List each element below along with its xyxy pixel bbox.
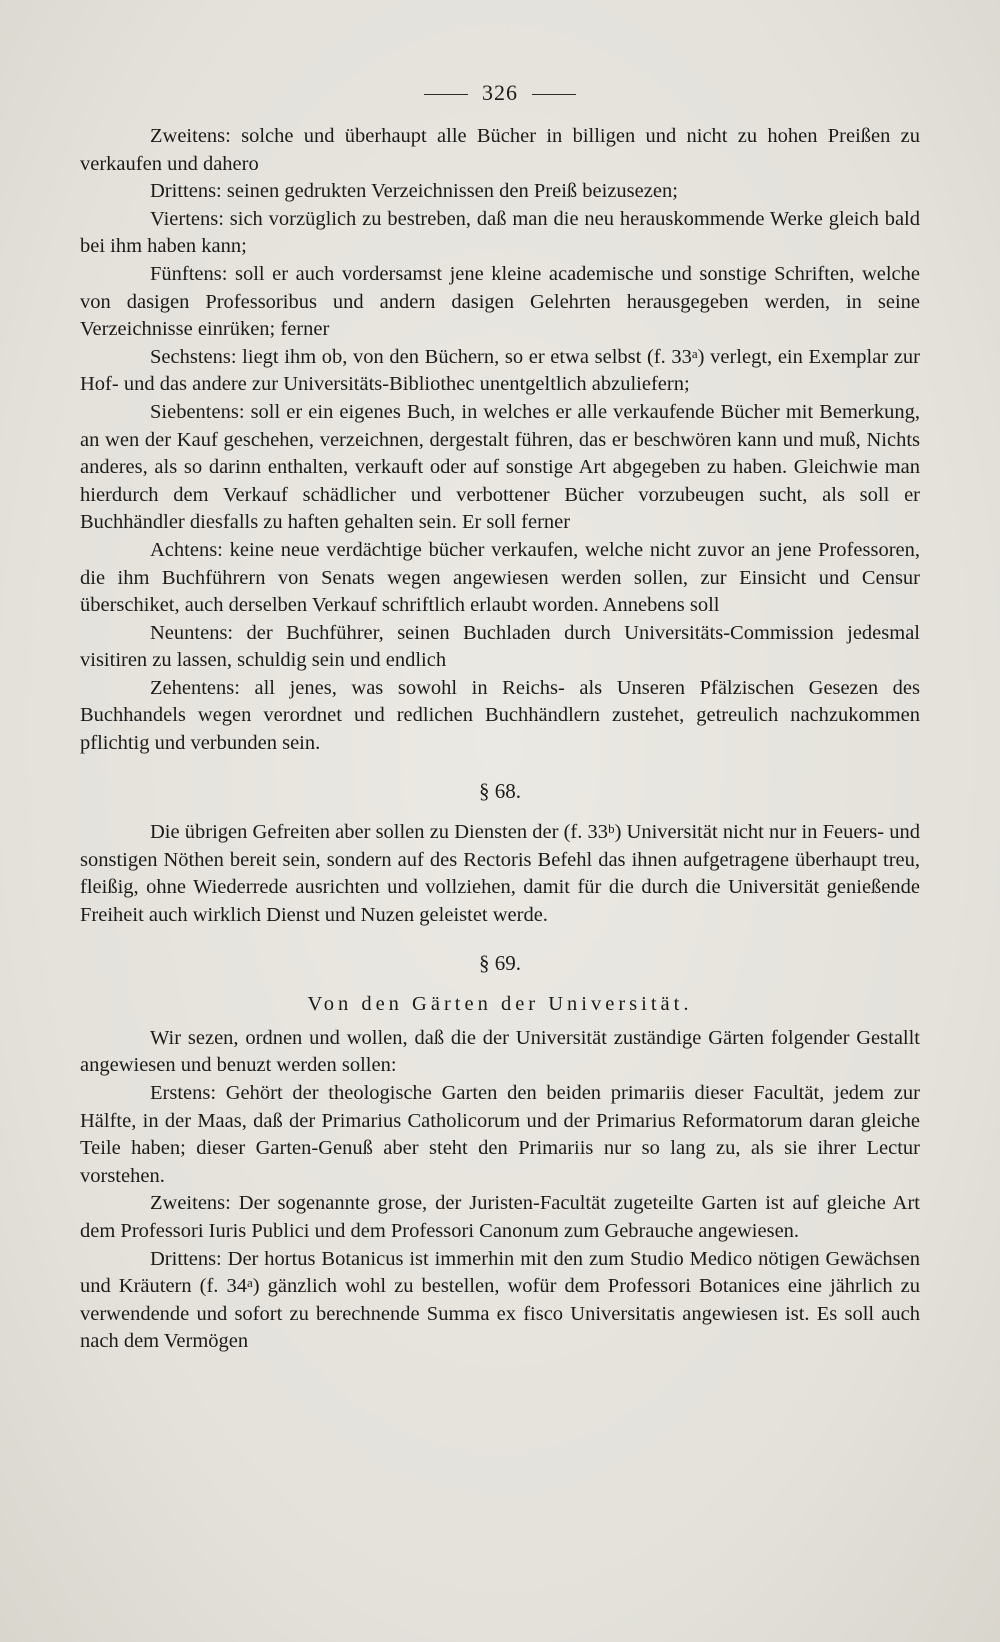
text-run: Die übrigen Gefreiten aber sollen zu Diensten der (f. 33 (150, 821, 609, 844)
header-dash-left (424, 94, 468, 95)
section-69-number: § 69. (479, 950, 521, 975)
paragraph (80, 344, 920, 399)
paragraph (80, 1246, 920, 1356)
page-header (0, 80, 1000, 106)
paragraph: Fünftens: soll er auch vordersamst jene kleine academische und sonstige Schriften, welche von dasigen Professoribus und andern dasigen Gelehrten herausgegeben werden, in seine Verzeichnisse einrüken; ferner (80, 262, 920, 341)
paragraph: Neuntens: der Buchführer, seinen Buchladen durch Universitäts-Commission jedesmal visitiren zu lassen, schuldig sein und endlich (80, 621, 920, 672)
body-text (80, 123, 920, 1356)
text-run: ) Universität nicht nur in Feuers- und sonstigen Nöthen bereit sein, sondern auf des Rectoris Befehl das ihnen aufgetragene überhaupt treu, fleißig, ohne Wiederrede ausrichten und vollziehen, damit für die durch die Universität genießende Freiheit auch wirklich Dienst und Nuzen geleistet werde. (80, 821, 920, 927)
folio-marker: b (608, 821, 615, 837)
section-68-number: § 68. (479, 778, 521, 803)
paragraph: Drittens: seinen gedrukten Verzeichnissen den Preiß beizusezen; (150, 180, 678, 203)
paragraph: Viertens: sich vorzüglich zu bestreben, daß man die neu herauskommende Werke gleich bald bei ihm haben kann; (80, 207, 920, 258)
paragraph: Zweitens: solche und überhaupt alle Bücher in billigen und nicht zu hohen Preißen zu verkaufen und dahero (80, 125, 920, 175)
gardens-list (80, 1025, 920, 1356)
section-69-heading: Von den Gärten der Universität. (307, 993, 693, 1016)
paragraph: Zehentens: all jenes, was sowohl in Reichs- als Unseren Pfälzischen Gesezen des Buchhandels wegen verordnet und redlichen Buchhändlern zustehet, getreulich nachzukommen pflichtig und verbunden sein. (80, 676, 920, 755)
paragraph: Erstens: Gehört der theologische Garten den beiden primariis dieser Facultät, jedem zur Hälfte, in der Maas, daß der Primarius Catholicorum und der Primarius Reformatorum daran gleiche Teile haben; dieser Garten-Genuß aber steht den Primariis nur so lang zu, als sie ihrer Lectur vorstehen. (80, 1082, 920, 1187)
section-68-paragraph (80, 819, 920, 929)
header-dash-right (532, 94, 576, 95)
folio-marker: a (691, 345, 698, 361)
provisions-list (80, 123, 920, 758)
text-run: ) gänzlich wohl zu bestellen, wofür dem Professori Botanices eine jährlich zu verwendende und sofort zu berechnende Summa ex fisco Universitatis angewiesen ist. Es soll auch nach dem Vermögen (80, 1275, 920, 1353)
paragraph: Achtens: keine neue verdächtige bücher verkaufen, welche nicht zuvor an jene Professoren, die ihm Buchführern von Senats wegen angewiesen werden sollen, zur Einsicht und Censur überschiket, auch derselben Verkauf schriftlich erlaubt worden. Annebens soll (80, 538, 920, 617)
folio-marker: a (246, 1275, 253, 1291)
text-run: Sechstens: liegt ihm ob, von den Büchern, so er etwa selbst (f. 33 (150, 345, 692, 368)
text-run: Drittens: Der hortus Botanicus ist immerhin mit den zum Studio Medico nötigen Gewächsen und Kräutern (f. 34 (80, 1247, 920, 1298)
paragraph: Siebentens: soll er ein eigenes Buch, in welches er alle verkaufende Bücher mit Bemerkung, an wen der Kauf geschehen, verzeichnen, dergestalt führen, das er beschwören kann und muß, Nichts anderes, als so darinn enthalten, verkauft oder auf sonstige Art abgegeben zu haben. Gleichwie man hierdurch dem Verkauf schädlicher und verbottener Bücher vorzubeugen sucht, als soll er Buchhändler diesfalls zu haften gehalten sein. Er soll ferner (80, 400, 920, 534)
page-number: 326 (482, 80, 518, 105)
text-run: ) verlegt, ein Exemplar zur Hof- und das andere zur Universitäts-Bibliothec unentgeltlich abzuliefern; (80, 345, 920, 396)
paragraph: Zweitens: Der sogenannte grose, der Juristen-Facultät zugeteilte Garten ist auf gleiche Art dem Professori Iuris Publici und dem Professori Canonum zum Gebrauche angewiesen. (80, 1192, 920, 1242)
paragraph: Wir sezen, ordnen und wollen, daß die der Universität zuständige Gärten folgender Gestallt angewiesen und benuzt werden sollen: (80, 1026, 920, 1077)
